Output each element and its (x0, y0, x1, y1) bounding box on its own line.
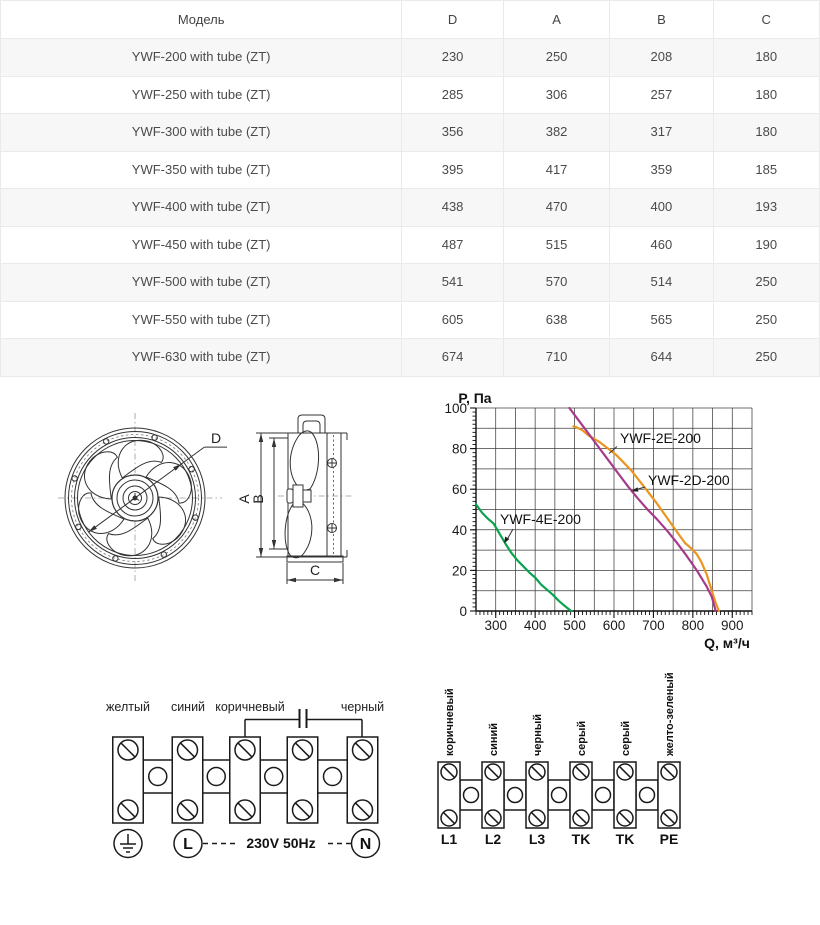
header-cell-b: B (610, 1, 713, 39)
value-cell: 514 (610, 264, 713, 302)
spec-table-header-row (1, 1, 820, 39)
wire-labels (106, 700, 384, 714)
terminal-blocks (438, 762, 680, 828)
wiring-three-phase (425, 672, 820, 857)
x-tick-label: 500 (563, 618, 586, 633)
screw-cross-icons (328, 459, 337, 533)
fan-dimension-drawing (50, 393, 400, 628)
value-cell: 230 (402, 39, 504, 77)
terminal-labels (441, 831, 679, 847)
value-cell: 470 (503, 189, 609, 227)
y-tick-label: 0 (459, 604, 467, 619)
curve-label-2e (609, 430, 701, 454)
voltage-label: 230V 50Hz (246, 835, 316, 851)
side-hub (287, 485, 311, 507)
y-tick-label: 60 (451, 482, 467, 498)
jumper-circle (508, 788, 523, 803)
value-cell: 605 (402, 301, 504, 339)
value-cell: 674 (402, 339, 504, 377)
wire-label: желто-зеленый (664, 672, 676, 756)
wire-label: желтый (106, 700, 150, 714)
header-cell-c: C (713, 1, 820, 39)
value-cell: 400 (610, 189, 713, 227)
value-cell: 185 (713, 151, 820, 189)
model-cell: YWF-200 with tube (ZT) (1, 39, 402, 77)
spec-table-body (1, 39, 820, 377)
dimension-b-label: B (250, 494, 266, 504)
x-tick-label: 600 (602, 618, 626, 633)
svg-text:N: N (359, 836, 372, 853)
table-row (1, 76, 820, 114)
value-cell: 460 (610, 226, 713, 264)
value-cell: 306 (503, 76, 609, 114)
neutral-circle (352, 830, 380, 858)
value-cell: 710 (503, 339, 609, 377)
terminal-label: L3 (528, 831, 546, 847)
model-cell: YWF-630 with tube (ZT) (1, 339, 402, 377)
dimension-b (250, 438, 288, 549)
chart-x-axis-label: Q, м³/ч (704, 635, 750, 651)
x-tick-label: 900 (721, 618, 744, 633)
dimension-c-label: C (309, 562, 321, 578)
curve-label-4e (500, 511, 581, 543)
value-cell: 565 (610, 301, 713, 339)
x-tick-label: 800 (681, 618, 705, 633)
svg-text:L: L (183, 836, 193, 853)
value-cell: 190 (713, 226, 820, 264)
wire-label: черный (340, 700, 385, 714)
wire-label: синий (488, 722, 500, 756)
x-tick-label: 400 (523, 618, 547, 633)
x-tick-label: 300 (484, 618, 507, 633)
header-cell-a: A (503, 1, 609, 39)
wire-label: синий (170, 700, 206, 714)
value-cell: 193 (713, 189, 820, 227)
terminal-label: TK (571, 831, 591, 847)
value-cell: 570 (503, 264, 609, 302)
value-cell: 644 (610, 339, 713, 377)
model-cell: YWF-300 with tube (ZT) (1, 114, 402, 152)
wire-label: серый (576, 720, 588, 756)
terminal-box (298, 415, 325, 433)
wire-label: коричневый (215, 700, 285, 714)
value-cell: 250 (713, 301, 820, 339)
y-tick-label: 100 (444, 401, 467, 416)
fan-side-view (236, 415, 352, 584)
jumper-circle (265, 768, 283, 786)
value-cell: 317 (610, 114, 713, 152)
value-cell: 250 (713, 339, 820, 377)
jumper-circle (324, 768, 342, 786)
svg-text:YWF-4E-200: YWF-4E-200 (500, 511, 581, 527)
model-cell: YWF-450 with tube (ZT) (1, 226, 402, 264)
dimension-d-label: D (210, 430, 222, 446)
dimension-c (287, 562, 343, 584)
terminal-blocks (113, 737, 378, 823)
header-cell-model: Модель (1, 1, 402, 39)
x-tick-label: 700 (642, 618, 665, 633)
table-row (1, 151, 820, 189)
svg-text:YWF-2E-200: YWF-2E-200 (620, 430, 701, 446)
value-cell: 180 (713, 76, 820, 114)
spec-table (0, 0, 820, 377)
header-cell-d: D (402, 1, 504, 39)
jumper-circle (552, 788, 567, 803)
terminal-label: PE (659, 831, 679, 847)
value-cell: 638 (503, 301, 609, 339)
value-cell: 417 (503, 151, 609, 189)
value-cell: 382 (503, 114, 609, 152)
ground-icon (114, 830, 142, 858)
value-cell: 180 (713, 114, 820, 152)
wiring-single-phase (85, 695, 395, 870)
value-cell: 359 (610, 151, 713, 189)
value-cell: 208 (610, 39, 713, 77)
chart-y-axis-label: P, Па (458, 390, 492, 406)
value-cell: 395 (402, 151, 504, 189)
phase-circle (174, 830, 202, 858)
value-cell: 285 (402, 76, 504, 114)
table-row (1, 39, 820, 77)
model-cell: YWF-250 with tube (ZT) (1, 76, 402, 114)
wire-label: черный (532, 713, 544, 756)
value-cell: 250 (713, 264, 820, 302)
chart-grid (476, 408, 752, 611)
table-row (1, 264, 820, 302)
jumper-circle (207, 768, 225, 786)
value-cell: 180 (713, 39, 820, 77)
wire-label: серый (620, 720, 632, 756)
y-tick-label: 40 (451, 522, 467, 538)
value-cell: 250 (503, 39, 609, 77)
performance-chart (430, 390, 820, 660)
table-row (1, 339, 820, 377)
table-row (1, 189, 820, 227)
model-cell: YWF-400 with tube (ZT) (1, 189, 402, 227)
model-cell: YWF-350 with tube (ZT) (1, 151, 402, 189)
dimension-a-label: A (236, 494, 252, 504)
wire-label: коричневый (444, 688, 456, 756)
curve-YWF-2E-200 (573, 426, 719, 611)
wire-labels (444, 672, 676, 757)
value-cell: 487 (402, 226, 504, 264)
terminal-label: L2 (484, 831, 502, 847)
value-cell: 356 (402, 114, 504, 152)
value-cell: 438 (402, 189, 504, 227)
table-row (1, 301, 820, 339)
terminal-label: L1 (440, 831, 458, 847)
table-row (1, 114, 820, 152)
chart-ticks (444, 401, 752, 633)
svg-text:YWF-2D-200: YWF-2D-200 (648, 472, 730, 488)
table-row (1, 226, 820, 264)
y-tick-label: 20 (451, 563, 467, 579)
y-tick-label: 80 (451, 441, 467, 457)
jumper-circle (464, 788, 479, 803)
model-cell: YWF-500 with tube (ZT) (1, 264, 402, 302)
jumper-circle (149, 768, 167, 786)
model-cell: YWF-550 with tube (ZT) (1, 301, 402, 339)
fan-front-view (58, 413, 227, 583)
value-cell: 541 (402, 264, 504, 302)
value-cell: 515 (503, 226, 609, 264)
jumper-circle (596, 788, 611, 803)
jumper-circle (640, 788, 655, 803)
value-cell: 257 (610, 76, 713, 114)
terminal-label: TK (615, 831, 635, 847)
